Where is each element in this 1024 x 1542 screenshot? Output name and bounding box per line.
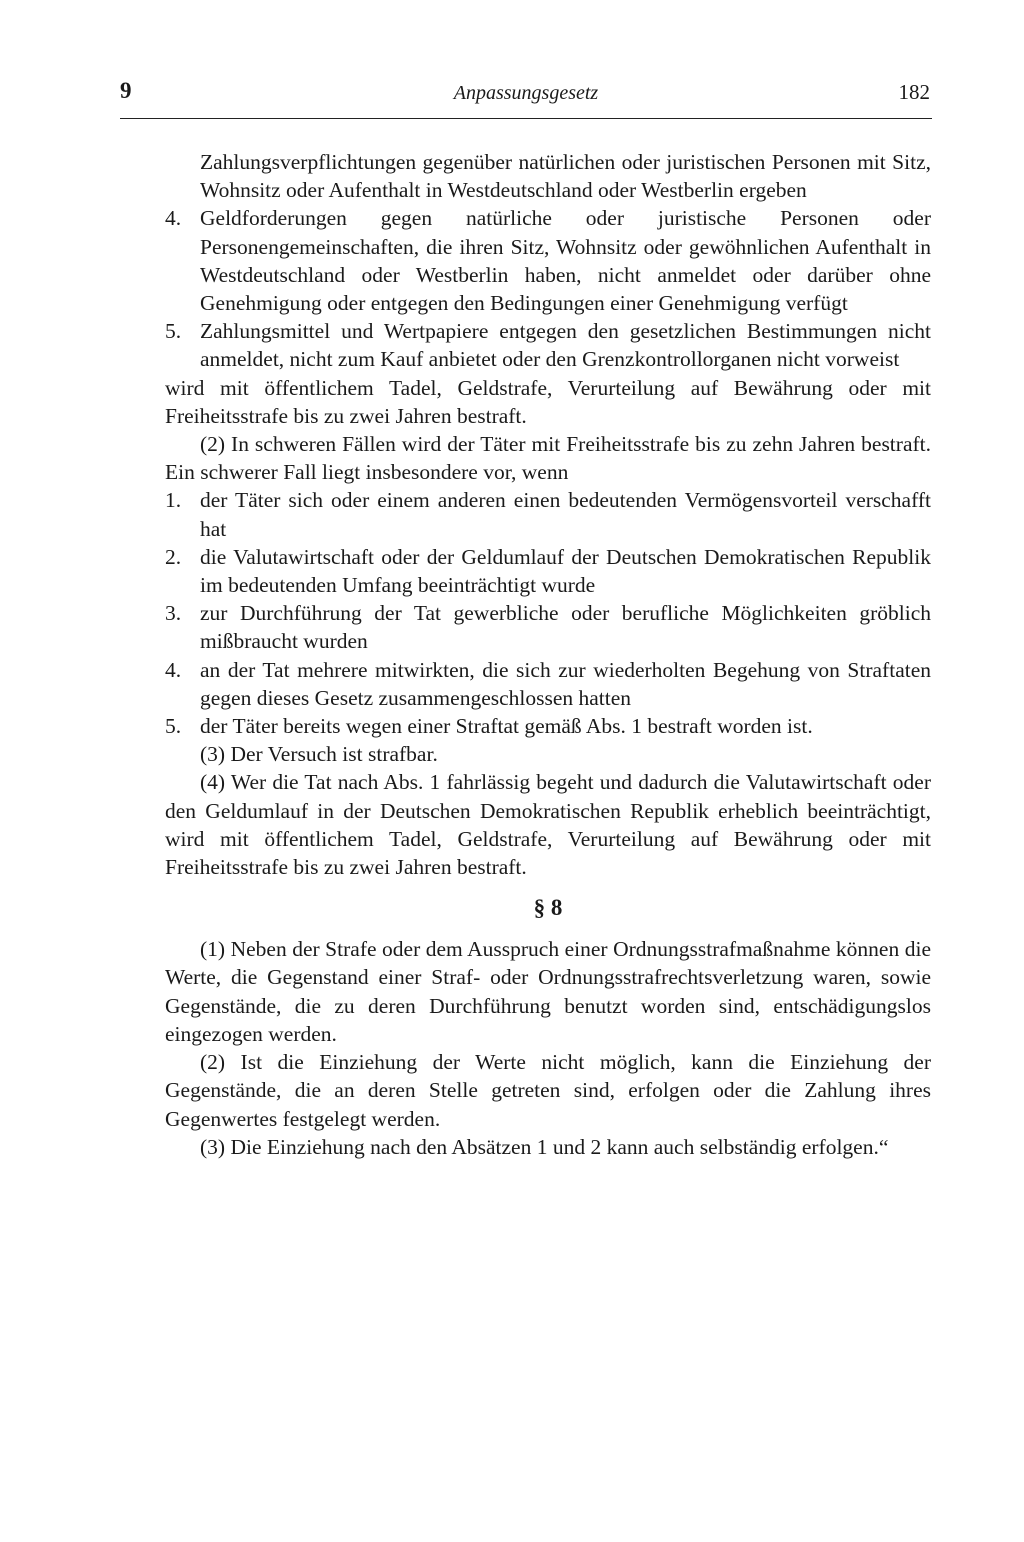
list-item-text: zur Durchführung der Tat gewerbliche oder berufliche Möglichkeiten gröblich mißbraucht wurden	[200, 601, 931, 654]
list-item-text: der Täter sich oder einem anderen einen bedeutenden Vermögensvorteil verschafft hat	[200, 488, 931, 541]
list-item-continuation: Zahlungsverpflichtungen gegenüber natürlichen oder juristischen Personen mit Sitz, Wohnsitz oder Aufenthalt in Westdeutschland oder Westberlin ergeben	[200, 150, 931, 203]
list-item-number: 1.	[165, 488, 182, 513]
penalty-paragraph: wird mit öffentlichem Tadel, Geldstrafe, Verurteilung auf Bewährung oder mit Freiheitsstrafe bis zu zwei Jahren bestraft.	[165, 375, 931, 428]
paragraph-2: (2) In schweren Fällen wird der Täter mit Freiheitsstrafe bis zu zehn Jahren bestraft. Ein schwerer Fall liegt insbesondere vor, wenn	[165, 432, 931, 485]
list-item-text: die Valutawirtschaft oder der Geldumlauf der Deutschen Demokratischen Republik im bedeutenden Umfang beeinträchtigt wurde	[200, 544, 931, 598]
list-item-number: 5.	[165, 319, 182, 344]
paragraph-4: (4) Wer die Tat nach Abs. 1 fahrlässig begeht und dadurch die Valutawirtschaft oder den Geldumlauf in der Deutschen Demokratischen Republik erheblich beeinträchtigt, wird mit öffentlichem Tadel, Geldstrafe, Verurteilung auf Bewährung oder mit Freiheitsstrafe bis zu zwei Jahren bestraft.	[165, 770, 931, 880]
list-item	[165, 543, 931, 599]
running-title: Anpassungsgesetz	[453, 82, 599, 104]
list-item-text: an der Tat mehrere mitwirkten, die sich zur wiederholten Begehung von Straftaten gegen dieses Gesetz zusammengeschlossen hatten	[200, 657, 931, 710]
section-8-paragraph-3: (3) Die Einziehung nach den Absätzen 1 und 2 kann auch selbständig erfolgen.“	[200, 1134, 889, 1159]
list-item-number: 4.	[165, 657, 182, 682]
section-8-paragraph-2: (2) Ist die Einziehung der Werte nicht möglich, kann die Einziehung der Gegenstände, die an deren Stelle getreten sind, erfolgen oder die Zahlung ihres Gegenwertes festgelegt werden.	[165, 1050, 931, 1131]
section-8-paragraph-1: (1) Neben der Strafe oder dem Ausspruch einer Ordnungsstrafmaßnahme können die Werte, die Gegenstand einer Straf- oder Ordnungsstrafrechtsverletzung waren, sowie Gegenstände, die zu deren Durchführung benutzt worden sind, entschädigungslos eingezogen werden.	[165, 937, 931, 1046]
list-item	[165, 486, 931, 542]
page-number: 182	[898, 80, 930, 104]
list-item-number: 3.	[165, 601, 182, 626]
page-header	[120, 78, 932, 114]
list-item	[165, 599, 931, 655]
list-item-number: 2.	[165, 544, 182, 569]
list-item-text: Zahlungsmittel und Wertpapiere entgegen den gesetzlichen Bestimmungen nicht anmeldet, nicht zum Kauf anbietet oder den Grenzkontrollorganen nicht vorweist	[200, 319, 931, 372]
paragraph-3: (3) Der Versuch ist strafbar.	[200, 742, 438, 767]
section-heading: § 8	[533, 895, 563, 921]
list-item-number: 4.	[165, 206, 182, 231]
list-item	[165, 204, 931, 317]
list-item	[165, 712, 931, 740]
header-rule	[120, 118, 932, 119]
chapter-number: 9	[120, 78, 132, 103]
list-item	[165, 317, 931, 373]
list-item	[165, 656, 931, 712]
list-item-text: der Täter bereits wegen einer Straftat gemäß Abs. 1 bestraft worden ist.	[200, 714, 813, 739]
list-item-number: 5.	[165, 714, 182, 739]
body-text	[165, 148, 931, 1161]
list-item-text: Geldforderungen gegen natürliche oder juristische Personen oder Personengemeinschaften, die ihren Sitz, Wohnsitz oder gewöhnlichen Aufenthalt in Westdeutschland oder Westberlin haben, nicht anmeldet oder darüber ohne Genehmigung oder entgegen den Bedingungen einer Genehmigung verfügt	[200, 206, 931, 316]
